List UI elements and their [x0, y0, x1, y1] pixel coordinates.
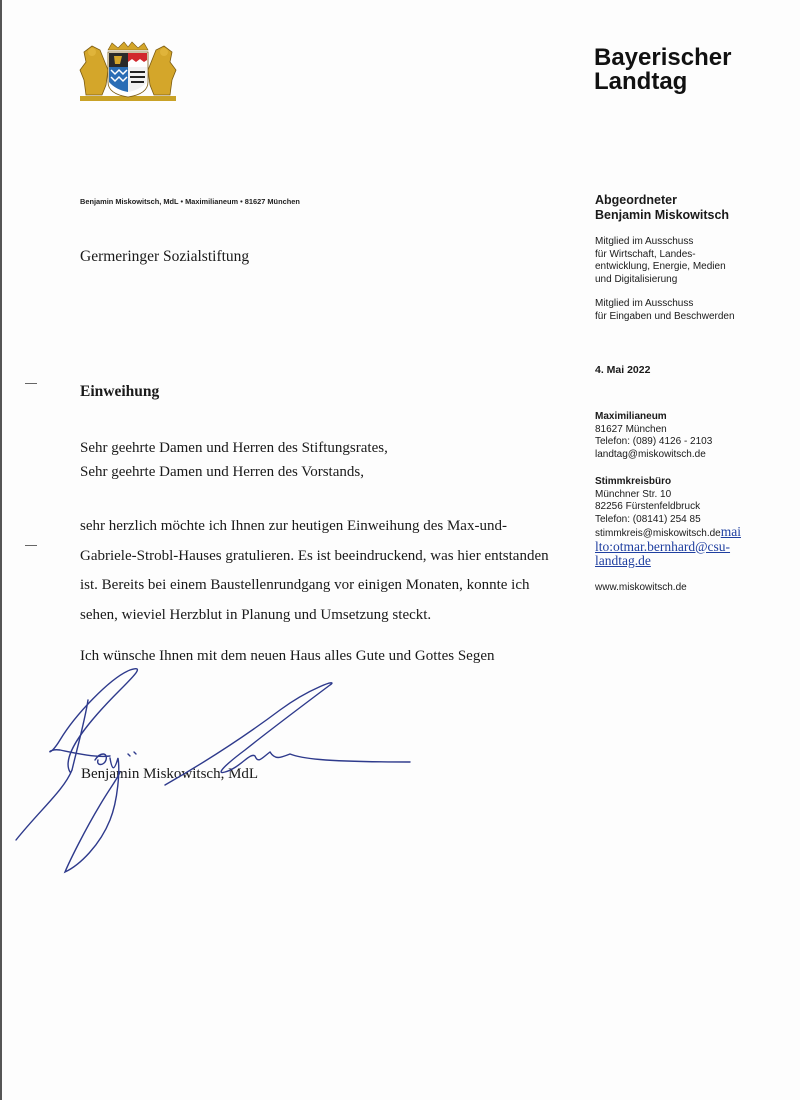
punch-mark: [25, 545, 37, 546]
handwritten-signature: [0, 660, 440, 880]
website: www.miskowitsch.de: [595, 582, 687, 593]
committee-line: für Eingaben und Beschwerden: [595, 310, 735, 322]
office-email: landtag@miskowitsch.de: [595, 448, 706, 460]
body-line: Gabriele-Strobl-Hauses gratulieren. Es ist beeindruckend, was hier entstanden: [80, 547, 549, 564]
recipient: Germeringer Sozialstiftung: [80, 248, 250, 265]
body-line: ist. Bereits bei einem Baustellenrundgang vor einigen Monaten, konnte ich: [80, 577, 530, 593]
committee-line: für Wirtschaft, Landes-: [595, 248, 696, 260]
title-name: Benjamin Miskowitsch: [595, 208, 730, 222]
salutation-line: Sehr geehrte Damen und Herren des Stiftungsrates,: [80, 440, 388, 456]
office-city: 82256 Fürstenfeldbruck: [595, 501, 701, 512]
fold-mark: [25, 383, 37, 384]
letter-body: [80, 512, 560, 630]
scan-edge: [0, 0, 2, 1100]
office-maximilianeum: [595, 411, 712, 461]
office-phone: Telefon: (089) 4126 - 2103: [595, 436, 713, 447]
office-phone: Telefon: (08141) 254 85: [595, 513, 701, 525]
office-email: stimmkreis@miskowitsch.de: [595, 528, 721, 539]
subject: Einweihung: [80, 383, 160, 400]
office-email-block: [595, 526, 741, 570]
closing: Ich wünsche Ihnen mit dem neuen Haus alles Gute und Gottes Segen: [80, 648, 495, 664]
committee-1: [595, 236, 726, 286]
coat-of-arms-logo: [78, 40, 178, 102]
office-name: Maximilianeum: [595, 411, 667, 422]
office-street: Münchner Str. 10: [595, 488, 672, 500]
body-line: sehen, wieviel Herzblut in Planung und Umsetzung steckt.: [80, 606, 432, 623]
mailto-link[interactable]: landtag.de: [595, 553, 651, 568]
committee-line: Mitglied im Ausschuss: [595, 298, 694, 309]
committee-line: und Digitalisierung: [595, 273, 678, 285]
mailto-link[interactable]: lto:otmar.bernhard@csu-: [595, 538, 731, 554]
committee-2: [595, 298, 735, 323]
brand-line-2: Landtag: [594, 68, 688, 95]
brand-line-1: Bayerischer: [594, 44, 732, 71]
salutation: [80, 436, 388, 484]
sender-return-address: Benjamin Miskowitsch, MdL • Maximilianeum • 81627 München: [80, 197, 300, 206]
title-role: Abgeordneter: [595, 193, 677, 207]
mailto-link[interactable]: mai: [720, 524, 741, 539]
office-name: Stimmkreisbüro: [595, 476, 672, 487]
letter-date: 4. Mai 2022: [595, 364, 651, 376]
body-line: sehr herzlich möchte ich Ihnen zur heutigen Einweihung des Max-und-: [80, 518, 507, 534]
office-city: 81627 München: [595, 423, 667, 435]
office-stimmkreisbuero: [595, 476, 741, 570]
sidebar-title: [595, 193, 729, 223]
signatory-name: Benjamin Miskowitsch, MdL: [81, 766, 259, 782]
committee-line: entwicklung, Energie, Medien: [595, 261, 726, 272]
salutation-line: Sehr geehrte Damen und Herren des Vorstands,: [80, 464, 364, 480]
committee-line: Mitglied im Ausschuss: [595, 236, 694, 247]
landtag-brand: [594, 46, 731, 94]
